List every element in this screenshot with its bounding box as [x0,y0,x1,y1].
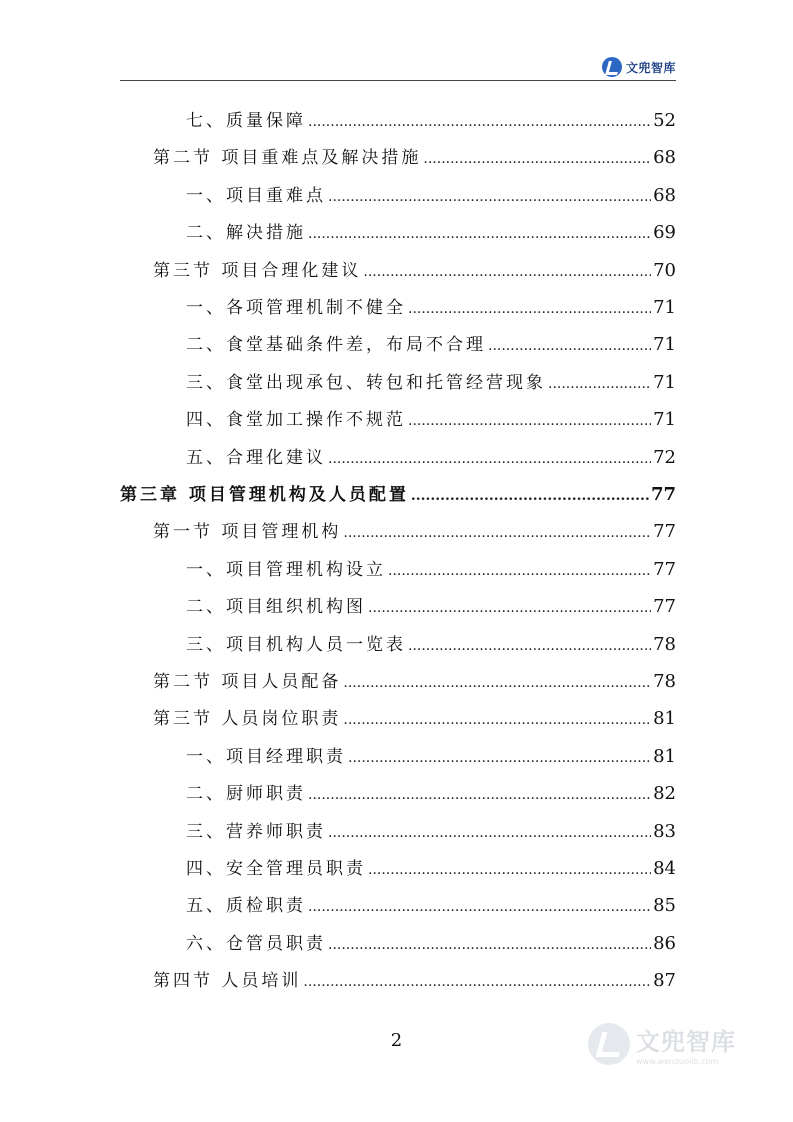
toc-entry-page: 84 [653,858,676,879]
toc-subsection-entry[interactable] [186,443,676,469]
toc-entry-label: 第四节 人员培训 [153,971,302,992]
toc-entry-page: 68 [653,184,676,206]
toc-subsection-entry[interactable] [186,854,676,880]
toc-entry-page: 71 [653,297,676,318]
toc-entry-label: 二、项目组织机构图 [186,597,366,618]
toc-entry-page: 78 [653,671,676,692]
watermark [588,1022,736,1066]
toc-entry-label: 四、食堂加工操作不规范 [186,410,406,431]
toc-leader-dots [408,638,651,654]
toc-leader-dots [348,750,651,766]
toc-entry-page: 82 [653,783,676,805]
toc-entry-label: 三、营养师职责 [186,821,326,842]
toc-leader-dots [343,525,651,541]
toc-leader-dots [308,114,651,130]
toc-entry-label: 二、厨师职责 [186,784,306,805]
toc-entry-page: 68 [653,147,676,169]
toc-entry-page: 71 [653,334,676,356]
toc-leader-dots [423,151,651,167]
toc-entry-label: 第二节 项目人员配备 [153,672,342,692]
toc-leader-dots [408,301,651,317]
toc-entry-page: 69 [653,222,676,244]
toc-leader-dots [308,899,651,915]
toc-subsection-entry[interactable] [186,368,676,394]
logo-icon [602,57,622,77]
watermark-logo-icon [588,1023,630,1065]
toc-entry-label: 一、项目重难点 [186,185,326,206]
toc-entry-label: 三、项目机构人员一览表 [186,634,406,655]
toc-entry-label: 第一节 项目管理机构 [153,522,342,543]
toc-leader-dots [328,937,651,953]
header-logo [602,57,676,77]
toc-entry-label: 四、安全管理员职责 [186,859,366,879]
toc-subsection-entry[interactable] [186,630,676,656]
toc-leader-dots [548,376,651,392]
watermark-url: www.wenduolib.com [636,1057,719,1066]
toc-leader-dots [308,226,651,242]
toc-leader-dots [411,488,649,504]
toc-leader-dots [328,451,651,467]
toc-leader-dots [368,600,651,616]
toc-entry-label: 第三章 项目管理机构及人员配置 [120,485,409,505]
toc-entry-label: 一、项目管理机构设立 [186,559,386,580]
toc-subsection-entry[interactable] [186,891,676,917]
toc-leader-dots [303,974,651,990]
toc-leader-dots [343,712,651,728]
toc-entry-page: 77 [650,484,676,505]
toc-entry-page: 70 [653,259,676,281]
toc-entry-label: 三、食堂出现承包、转包和托管经营现象 [186,372,546,393]
toc-section-entry[interactable] [153,256,676,282]
toc-entry-page: 77 [653,558,676,580]
toc-subsection-entry[interactable] [186,929,676,955]
toc-subsection-entry[interactable] [186,106,676,132]
toc-entry-label: 第三节 项目合理化建议 [153,260,362,281]
toc-entry-label: 第三节 人员岗位职责 [153,709,342,730]
toc-entry-label: 二、解决措施 [186,223,306,244]
toc-leader-dots [488,338,651,354]
toc-entry-page: 71 [653,371,676,393]
toc-entry-page: 71 [653,409,676,431]
toc-entry-page: 83 [653,820,676,842]
toc-chapter-entry[interactable] [120,480,676,506]
toc-entry-page: 77 [653,596,676,618]
toc-leader-dots [388,563,651,579]
toc-entry-label: 第二节 项目重难点及解决措施 [153,148,422,169]
toc-entry-label: 六、仓管员职责 [186,933,326,954]
toc-leader-dots [343,675,651,691]
toc-subsection-entry[interactable] [186,218,676,244]
toc-entry-label: 七、质量保障 [186,111,306,131]
toc-leader-dots [368,862,651,878]
toc-entry-page: 72 [653,446,676,468]
watermark-text: 文兜智库 [636,1028,736,1056]
toc-leader-dots [363,264,651,280]
toc-leader-dots [408,413,651,429]
toc-entry-label: 五、合理化建议 [186,447,326,468]
toc-entry-label: 一、各项管理机制不健全 [186,298,406,318]
toc-subsection-entry[interactable] [186,592,676,618]
toc-leader-dots [328,825,651,841]
toc-entry-label: 二、食堂基础条件差，布局不合理 [186,335,486,356]
toc-subsection-entry[interactable] [186,817,676,843]
toc-section-entry[interactable] [153,517,676,543]
toc-entry-label: 一、项目经理职责 [186,746,346,767]
toc-section-entry[interactable] [153,704,676,730]
toc-subsection-entry[interactable] [186,293,676,319]
toc-subsection-entry[interactable] [186,330,676,356]
page-number: 2 [390,1030,403,1051]
toc-subsection-entry[interactable] [186,405,676,431]
toc-leader-dots [308,787,651,803]
toc-subsection-entry[interactable] [186,779,676,805]
toc-section-entry[interactable] [153,143,676,169]
toc-entry-page: 87 [653,970,676,992]
toc-entry-page: 81 [653,708,676,730]
toc-leader-dots [328,189,651,205]
logo-text: 文兜智库 [626,60,677,75]
toc-entry-page: 78 [653,633,676,655]
toc-entry-label: 五、质检职责 [186,896,306,917]
toc-entry-page: 86 [653,932,676,954]
toc-entry-page: 52 [653,110,676,131]
toc-entry-page: 85 [653,895,676,917]
toc-subsection-entry[interactable] [186,742,676,768]
toc-section-entry[interactable] [153,667,676,693]
toc-entry-page: 77 [653,521,676,543]
toc-entry-page: 81 [653,745,676,767]
toc-subsection-entry[interactable] [186,181,676,207]
toc-section-entry[interactable] [153,966,676,992]
toc-subsection-entry[interactable] [186,555,676,581]
header-rule [120,80,676,81]
